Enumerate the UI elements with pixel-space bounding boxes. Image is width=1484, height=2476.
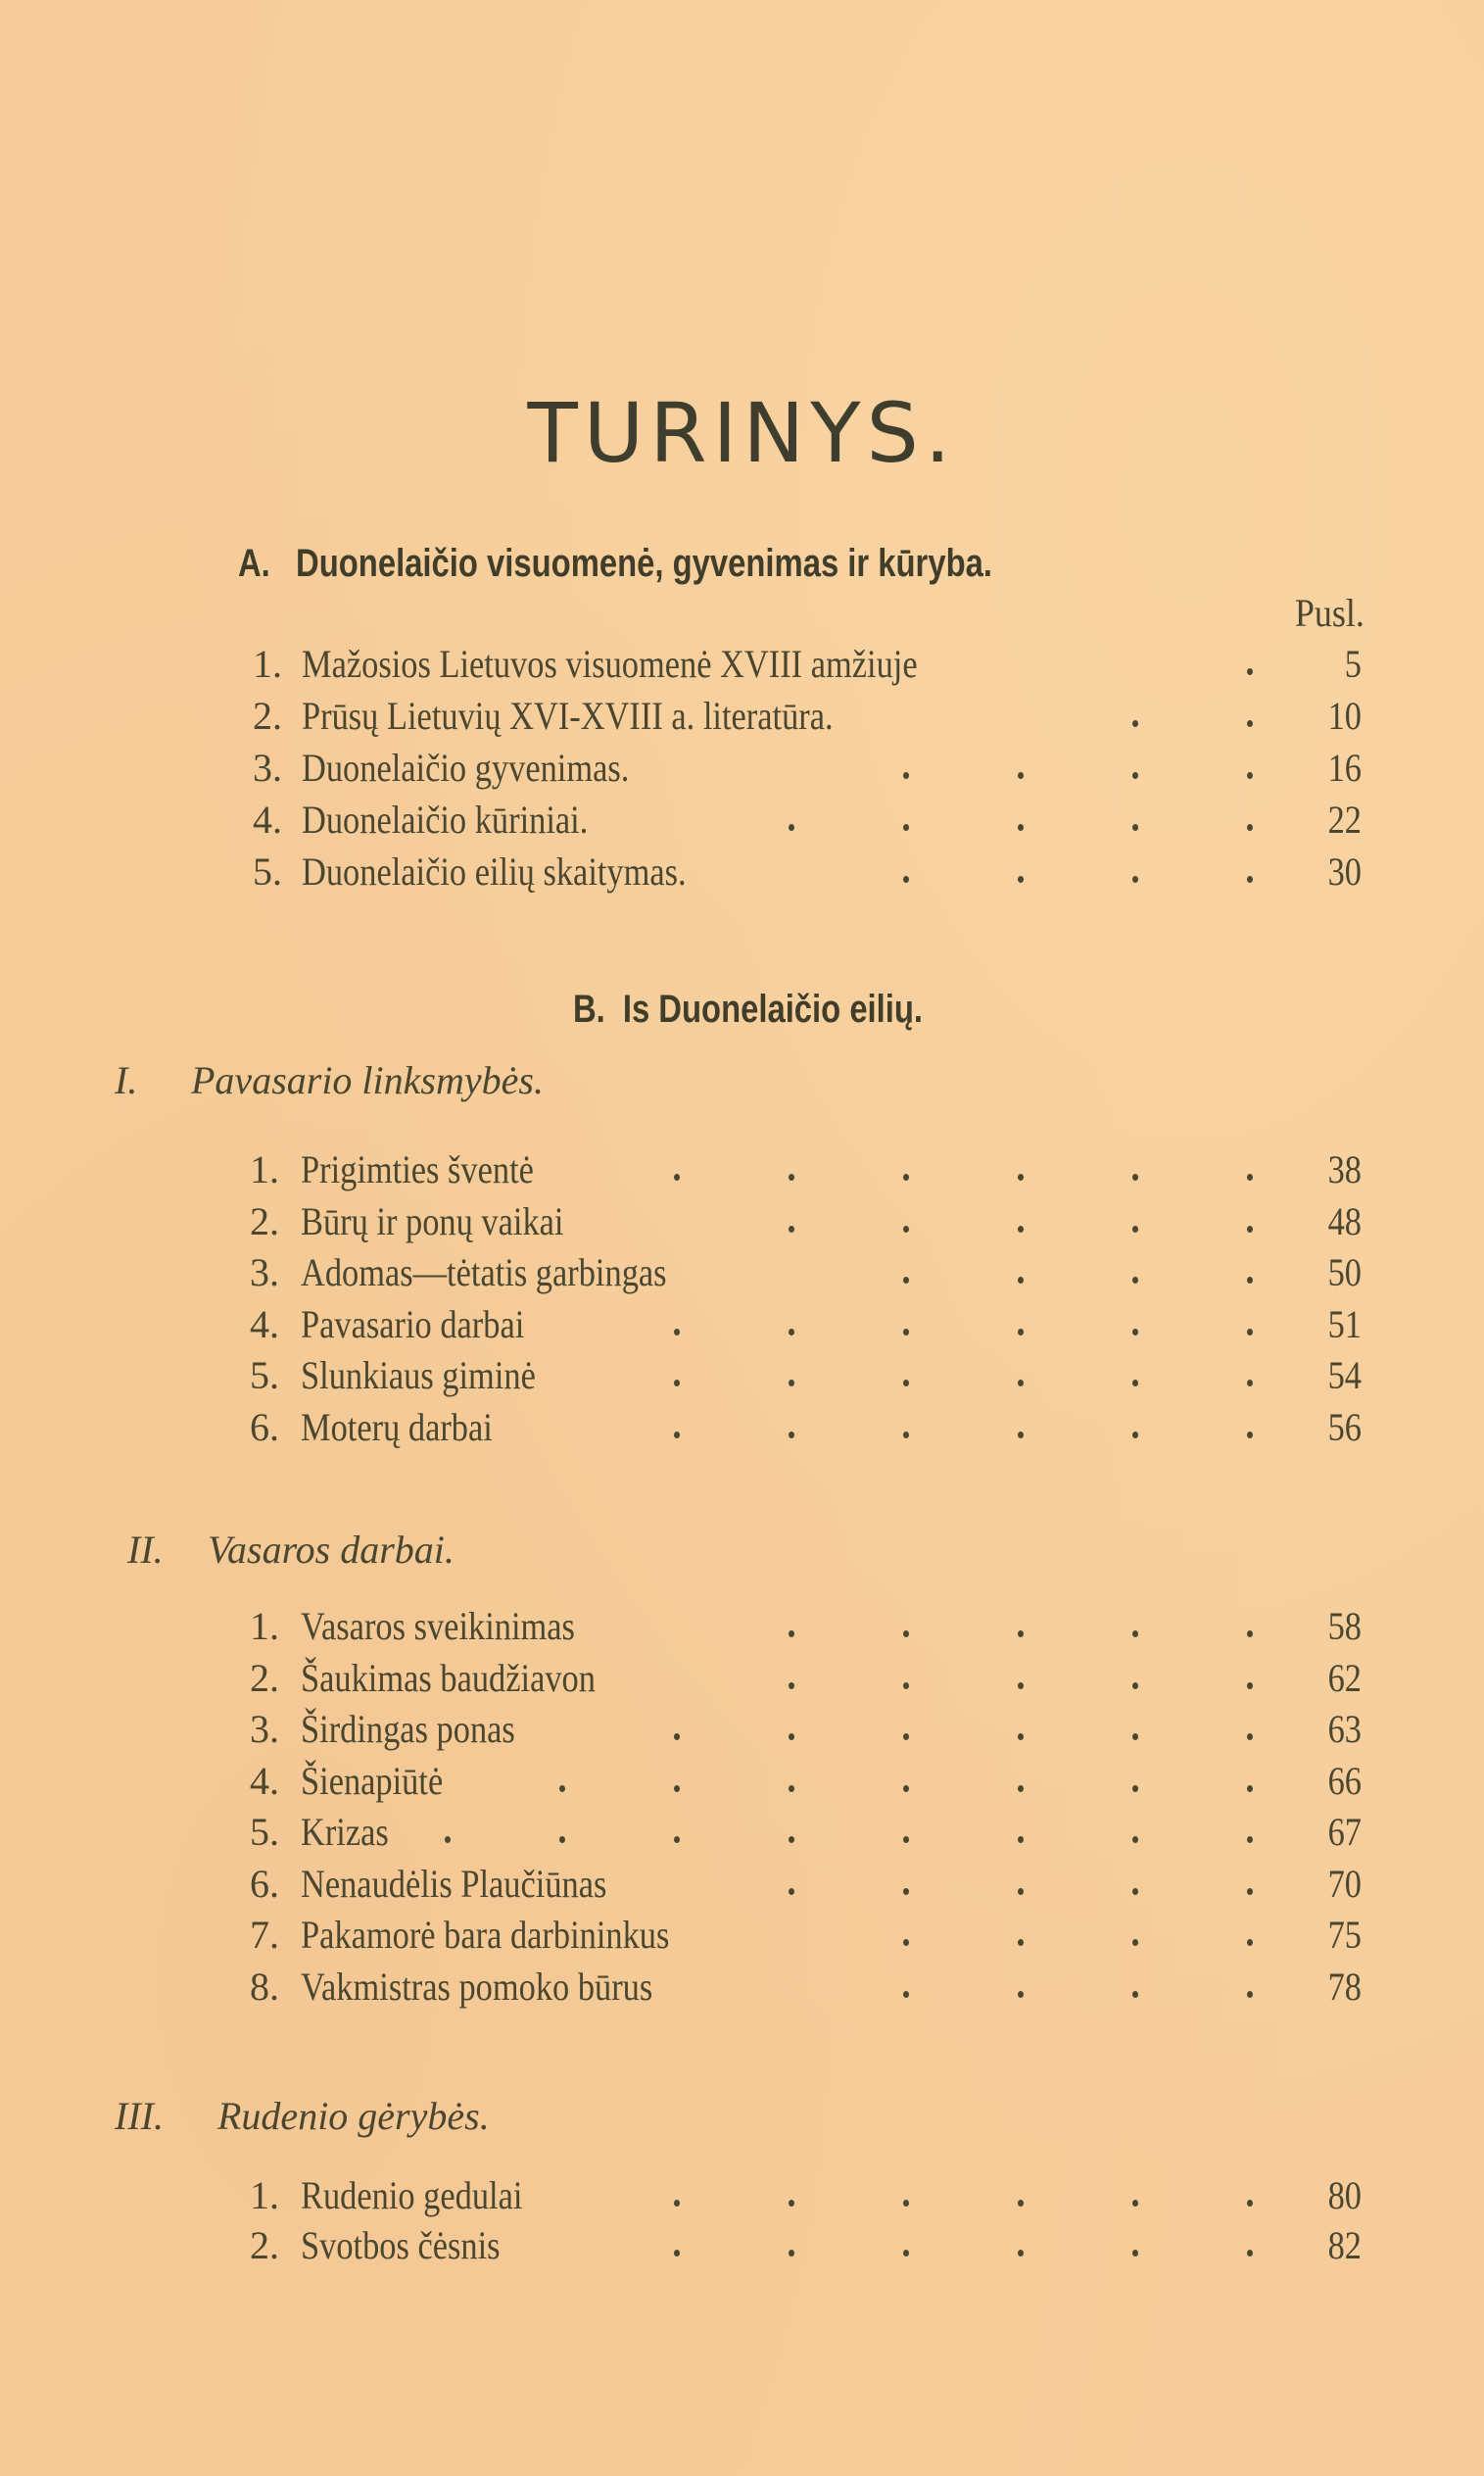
entry-title: Krizas	[301, 1810, 389, 1854]
entry-number: 1.	[250, 2173, 279, 2217]
entry-title: Pakamorė bara darbininkus	[301, 1913, 670, 1957]
leader-dot	[903, 2200, 909, 2207]
leader-dot	[789, 1733, 794, 1740]
toc-entry	[0, 847, 1484, 898]
entry-number: 2.	[253, 694, 282, 738]
leader-dot	[789, 1432, 794, 1438]
leader-dot	[1018, 2250, 1024, 2257]
leader-dot	[559, 1836, 565, 1843]
entry-page-number: 78	[1327, 1964, 1362, 2009]
entry-number: 2.	[250, 1198, 279, 1243]
leader-dot	[1132, 1432, 1138, 1438]
section-b-title: Is Duonelaičio eilių.	[622, 988, 924, 1031]
toc-entry	[0, 1653, 1484, 1704]
leader-dot	[1018, 1682, 1024, 1689]
leader-dot	[1247, 1785, 1253, 1792]
entry-page-number: 48	[1327, 1198, 1362, 1243]
leader-dot	[1132, 824, 1138, 831]
leader-dot	[903, 824, 909, 831]
leader-dot	[1018, 1380, 1024, 1386]
toc-entry	[0, 1402, 1484, 1453]
part-2-roman: II.	[127, 1528, 164, 1572]
leader-dot	[903, 1329, 909, 1335]
leader-dot	[903, 1174, 909, 1181]
leader-dot	[789, 1682, 794, 1689]
leader-dot	[674, 1785, 680, 1792]
leader-dot	[1132, 876, 1138, 883]
toc-entry	[0, 2220, 1484, 2271]
toc-entry	[0, 1859, 1484, 1910]
leader-dot	[789, 1380, 794, 1386]
entry-number: 7.	[250, 1913, 279, 1957]
toc-entry	[0, 639, 1484, 690]
part-1-roman: I.	[115, 1058, 138, 1102]
entry-page-number: 82	[1327, 2223, 1362, 2267]
leader-dot	[1247, 1277, 1253, 1284]
leader-dot	[1132, 1836, 1138, 1843]
page-title: TURINYS.	[527, 385, 957, 481]
leader-dot	[1018, 1733, 1024, 1740]
section-a-letter: A.	[238, 542, 270, 585]
leader-dot	[1247, 1174, 1253, 1181]
entry-title: Mažosios Lietuvos visuomenė XVIII amžiuje	[302, 642, 918, 686]
leader-dot	[674, 1432, 680, 1438]
toc-entry	[0, 1196, 1484, 1247]
leader-dot	[903, 1836, 909, 1843]
leader-dot	[1018, 1174, 1024, 1181]
leader-dot	[1018, 1991, 1024, 1998]
entry-page-number: 30	[1327, 850, 1362, 894]
leader-dot	[789, 1226, 794, 1233]
leader-dot	[1132, 2250, 1138, 2257]
leader-dot	[1247, 1432, 1253, 1438]
entry-title: Nenaudėlis Plaučiūnas	[301, 1861, 607, 1906]
leader-dot	[1132, 772, 1138, 779]
leader-dot	[1018, 2200, 1024, 2207]
entry-page-number: 51	[1327, 1301, 1362, 1346]
leader-dot	[789, 2250, 794, 2257]
leader-dot	[1247, 2200, 1253, 2207]
entry-title: Duonelaičio kūriniai.	[302, 798, 589, 842]
entry-page-number: 54	[1327, 1353, 1362, 1397]
leader-dot	[903, 1226, 909, 1233]
section-b-letter: B.	[573, 988, 605, 1031]
leader-dot	[903, 772, 909, 779]
leader-dot	[1132, 1226, 1138, 1233]
leader-dot	[1018, 1630, 1024, 1637]
toc-entry	[0, 1247, 1484, 1298]
toc-entry	[0, 2170, 1484, 2221]
entry-number: 4.	[250, 1758, 279, 1803]
leader-dot	[1132, 1277, 1138, 1284]
leader-dot	[1018, 1277, 1024, 1284]
leader-dot	[1247, 1733, 1253, 1740]
leader-dot	[1247, 2250, 1253, 2257]
entry-title: Duonelaičio eilių skaitymas.	[302, 850, 687, 894]
leader-dot	[1247, 1888, 1253, 1895]
leader-dot	[674, 1836, 680, 1843]
leader-dot	[1018, 1432, 1024, 1438]
leader-dot	[445, 1836, 451, 1843]
entry-title: Pavasario darbai	[301, 1301, 525, 1346]
entry-title: Šienapiūtė	[301, 1758, 444, 1803]
leader-dot	[1247, 1991, 1253, 1998]
entry-number: 3.	[250, 1250, 279, 1294]
entry-number: 2.	[250, 1655, 279, 1700]
entry-number: 1.	[253, 642, 282, 686]
entry-title: Moterų darbai	[301, 1404, 493, 1449]
leader-dot	[789, 2200, 794, 2207]
entry-page-number: 16	[1327, 746, 1362, 790]
entry-number: 5.	[253, 850, 282, 894]
leader-dot	[674, 1733, 680, 1740]
entry-number: 2.	[250, 2223, 279, 2267]
leader-dot	[1018, 1785, 1024, 1792]
leader-dot	[903, 1991, 909, 1998]
leader-dot	[1247, 1630, 1253, 1637]
entry-title: Širdingas ponas	[301, 1707, 515, 1751]
toc-entry	[0, 1756, 1484, 1807]
entry-page-number: 66	[1327, 1758, 1362, 1803]
leader-dot	[1247, 668, 1253, 675]
entry-title: Vakmistras pomoko būrus	[301, 1964, 653, 2009]
leader-dot	[1132, 1785, 1138, 1792]
section-b-heading	[573, 990, 923, 1029]
entry-title: Adomas—tėtatis garbingas	[301, 1250, 667, 1294]
entry-page-number: 58	[1327, 1604, 1362, 1648]
entry-number: 6.	[250, 1404, 279, 1449]
leader-dot	[1018, 824, 1024, 831]
leader-dot	[1018, 1888, 1024, 1895]
leader-dot	[1247, 1682, 1253, 1689]
entry-title: Būrų ir ponų vaikai	[301, 1198, 564, 1243]
toc-entry	[0, 1601, 1484, 1652]
leader-dot	[789, 1329, 794, 1335]
leader-dot	[789, 824, 794, 831]
leader-dot	[903, 1380, 909, 1386]
toc-entry	[0, 1350, 1484, 1401]
leader-dot	[903, 876, 909, 883]
leader-dot	[674, 2250, 680, 2257]
leader-dot	[1247, 720, 1253, 727]
entry-number: 5.	[250, 1353, 279, 1397]
leader-dot	[1132, 2200, 1138, 2207]
entry-page-number: 63	[1327, 1707, 1362, 1751]
entry-number: 3.	[250, 1707, 279, 1751]
leader-dot	[1247, 1836, 1253, 1843]
entry-title: Prigimties šventė	[301, 1147, 534, 1191]
leader-dot	[1132, 720, 1138, 727]
entry-number: 3.	[253, 746, 282, 790]
leader-dot	[1132, 1380, 1138, 1386]
leader-dot	[903, 1682, 909, 1689]
toc-entry	[0, 1807, 1484, 1858]
toc-entry	[0, 691, 1484, 742]
entry-page-number: 10	[1327, 694, 1362, 738]
leader-dot	[1018, 1329, 1024, 1335]
leader-dot	[1132, 1682, 1138, 1689]
entry-title: Prūsų Lietuvių XVI-XVIII a. literatūra.	[302, 694, 834, 738]
leader-dot	[1247, 1226, 1253, 1233]
leader-dot	[903, 1432, 909, 1438]
entry-number: 1.	[250, 1604, 279, 1648]
leader-dot	[674, 1380, 680, 1386]
toc-entry	[0, 1299, 1484, 1350]
leader-dot	[674, 2200, 680, 2207]
toc-entry	[0, 1962, 1484, 2013]
leader-dot	[1132, 1174, 1138, 1181]
entry-number: 1.	[250, 1147, 279, 1191]
entry-title: Šaukimas baudžiavon	[301, 1655, 596, 1700]
leader-dot	[674, 1329, 680, 1335]
leader-dot	[1247, 876, 1253, 883]
leader-dot	[1247, 1939, 1253, 1946]
part-2-title: Vasaros darbai.	[208, 1528, 455, 1572]
entry-page-number: 70	[1327, 1861, 1362, 1906]
entry-page-number: 56	[1327, 1404, 1362, 1449]
entry-page-number: 5	[1344, 642, 1362, 686]
section-a-title: Duonelaičio visuomenė, gyvenimas ir kūryba.	[296, 542, 992, 585]
page-column-label: Pusl.	[1294, 591, 1364, 635]
part-3-title: Rudenio gėrybės.	[217, 2094, 490, 2138]
toc-entry	[0, 743, 1484, 794]
entry-page-number: 62	[1327, 1655, 1362, 1700]
leader-dot	[903, 1939, 909, 1946]
toc-entry	[0, 795, 1484, 846]
leader-dot	[903, 2250, 909, 2257]
section-a-heading	[238, 544, 992, 583]
leader-dot	[1132, 1939, 1138, 1946]
leader-dot	[789, 1630, 794, 1637]
entry-number: 6.	[250, 1861, 279, 1906]
toc-entry	[0, 1144, 1484, 1195]
toc-entry	[0, 1910, 1484, 1961]
entry-title: Rudenio gedulai	[301, 2173, 523, 2217]
toc-entry	[0, 1704, 1484, 1755]
leader-dot	[1018, 1226, 1024, 1233]
leader-dot	[789, 1888, 794, 1895]
entry-page-number: 50	[1327, 1250, 1362, 1294]
entry-title: Svotbos čėsnis	[301, 2223, 501, 2267]
entry-page-number: 75	[1327, 1913, 1362, 1957]
leader-dot	[1018, 876, 1024, 883]
leader-dot	[789, 1785, 794, 1792]
leader-dot	[1247, 772, 1253, 779]
entry-page-number: 22	[1327, 798, 1362, 842]
leader-dot	[674, 1174, 680, 1181]
entry-number: 8.	[250, 1964, 279, 2009]
leader-dot	[1132, 1329, 1138, 1335]
leader-dot	[1132, 1630, 1138, 1637]
entry-title: Slunkiaus giminė	[301, 1353, 536, 1397]
entry-page-number: 80	[1327, 2173, 1362, 2217]
entry-title: Duonelaičio gyvenimas.	[302, 746, 630, 790]
entry-number: 4.	[250, 1301, 279, 1346]
leader-dot	[1132, 1733, 1138, 1740]
entry-page-number: 38	[1327, 1147, 1362, 1191]
leader-dot	[1247, 824, 1253, 831]
leader-dot	[903, 1277, 909, 1284]
leader-dot	[903, 1888, 909, 1895]
entry-number: 5.	[250, 1810, 279, 1854]
leader-dot	[1018, 772, 1024, 779]
leader-dot	[1132, 1888, 1138, 1895]
leader-dot	[903, 1785, 909, 1792]
leader-dot	[1247, 1380, 1253, 1386]
entry-number: 4.	[253, 798, 282, 842]
part-3-roman: III.	[115, 2094, 164, 2138]
leader-dot	[559, 1785, 565, 1792]
leader-dot	[789, 1174, 794, 1181]
entry-page-number: 67	[1327, 1810, 1362, 1854]
leader-dot	[903, 1630, 909, 1637]
entry-title: Vasaros sveikinimas	[301, 1604, 575, 1648]
leader-dot	[903, 1733, 909, 1740]
leader-dot	[1247, 1329, 1253, 1335]
leader-dot	[1018, 1836, 1024, 1843]
leader-dot	[1018, 1939, 1024, 1946]
part-1-title: Pavasario linksmybės.	[191, 1058, 544, 1102]
leader-dot	[789, 1836, 794, 1843]
leader-dot	[1132, 1991, 1138, 1998]
